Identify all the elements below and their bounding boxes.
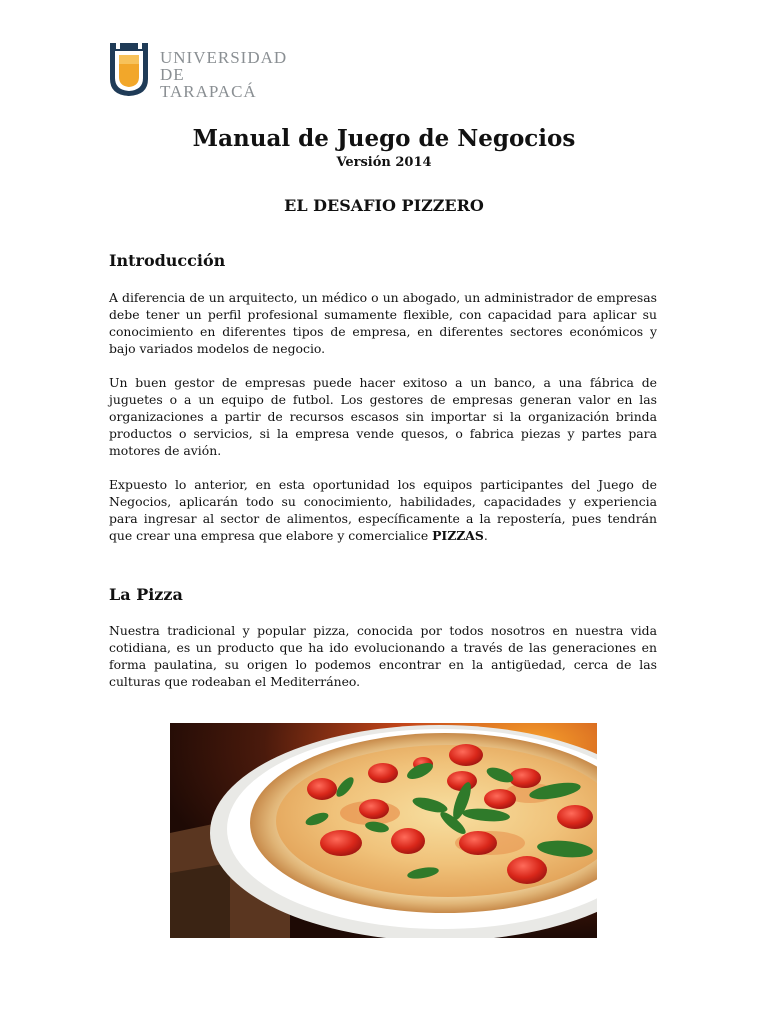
university-name bbox=[160, 49, 308, 100]
intro-heading: Introducción bbox=[109, 251, 226, 270]
pizza-heading: La Pizza bbox=[109, 585, 183, 604]
university-logo bbox=[108, 41, 308, 99]
intro-paragraph-3-end: . bbox=[483, 528, 488, 543]
intro-paragraph-2: Un buen gestor de empresas puede hacer exitoso a un banco, a una fábrica de juguetes o a un equipo de futbol. Los gestores de empresas generan valor en las organizaciones a partir de recursos escasos sin importar si la organización brinda productos o servicios, si la empresa vende quesos, o fabrica piezas y partes para motores de avión. bbox=[109, 375, 657, 458]
section-title: EL DESAFIO PIZZERO bbox=[284, 196, 484, 215]
pizza-paragraph-1: Nuestra tradicional y popular pizza, conocida por todos nosotros en nuestra vida cotidiana, es un producto que ha ido evolucionando a través de las generaciones en forma paulatina, su origen lo podemos encontrar en la antigüedad, cerca de las culturas que rodeaban el Mediterráneo. bbox=[109, 623, 657, 689]
intro-paragraph-1: A diferencia de un arquitecto, un médico o un abogado, un administrador de empresas debe tener un perfil profesional sumamente flexible, con capacidad para aplicar su conocimiento en diferentes tipos de empresa, en diferentes sectores económicos y bajo variados modelos de negocio. bbox=[109, 290, 657, 356]
document-title: Manual de Juego de Negocios bbox=[192, 125, 576, 152]
intro-paragraph-3-bold: PIZZAS bbox=[432, 528, 484, 543]
intro-paragraph-3-text: Expuesto lo anterior, en esta oportunidad los equipos participantes del Juego de Negocios, aplicarán todo su conocimiento, habilidades, capacidades y experiencia para ingresar al sector de alimentos, específicamente a la repostería, pues tendrán que crear una empresa que elabore y comercialice bbox=[109, 477, 657, 543]
pizza-photo bbox=[170, 723, 597, 938]
pizza-illustration bbox=[170, 723, 597, 938]
intro-paragraph-3 bbox=[109, 476, 657, 544]
document-version: Versión 2014 bbox=[336, 155, 432, 170]
logo-line-2: TARAPACÁ bbox=[160, 82, 257, 101]
logo-line-1: UNIVERSIDAD DE bbox=[160, 48, 288, 84]
university-emblem-icon bbox=[108, 41, 150, 97]
